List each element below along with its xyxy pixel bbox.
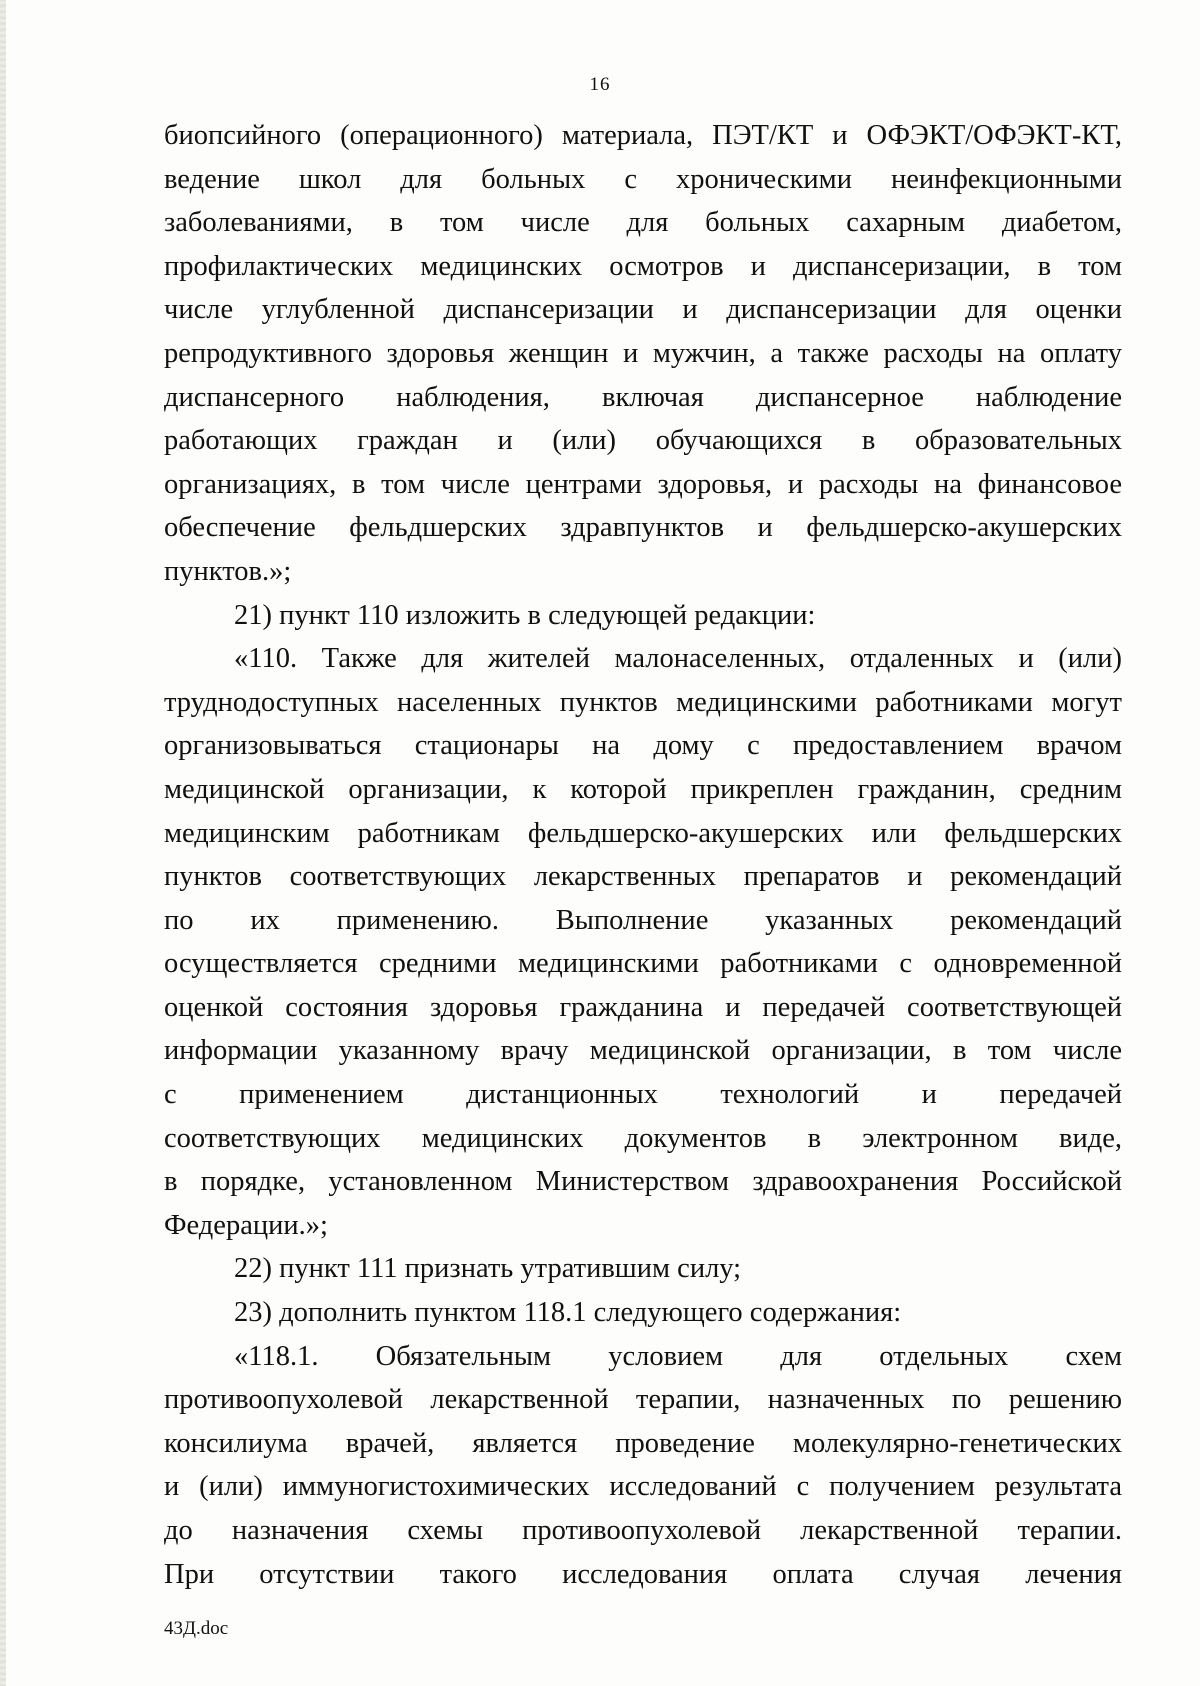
text-line: работающих граждан и (или) обучающихся в образовательных: [164, 425, 1122, 457]
text-line: труднодоступных населенных пунктов медицинскими работниками могут: [164, 686, 1122, 718]
text-line: организовываться стационары на дому с предоставлением врачом: [164, 730, 1122, 762]
text-line: организациях, в том числе центрами здоровья, и расходы на финансовое: [164, 468, 1122, 500]
text-line: При отсутствии такого исследования оплата случая лечения: [164, 1558, 1122, 1590]
text-line: 23) дополнить пунктом 118.1 следующего содержания:: [234, 1297, 902, 1329]
text-line: и (или) иммуногистохимических исследований с получением результата: [164, 1471, 1122, 1503]
page-number: 16: [589, 74, 611, 95]
text-line: медицинским работникам фельдшерско-акушерских или фельдшерских: [164, 817, 1122, 849]
text-line: оценкой состояния здоровья гражданина и передачей соответствующей: [164, 991, 1122, 1023]
text-line: профилактических медицинских осмотров и диспансеризации, в том: [164, 250, 1122, 282]
text-line: с применением дистанционных технологий и передачей: [164, 1079, 1122, 1111]
text-line: осуществляется средними медицинскими работниками с одновременной: [164, 948, 1122, 980]
text-line: репродуктивного здоровья женщин и мужчин, а также расходы на оплату: [164, 337, 1122, 369]
text-line: медицинской организации, к которой прикреплен гражданин, средним: [164, 773, 1122, 805]
scan-edge-decoration: [0, 0, 6, 1686]
text-line: в порядке, установленном Министерством здравоохранения Российской: [164, 1166, 1122, 1198]
text-line: диспансерного наблюдения, включая диспансерное наблюдение: [164, 381, 1122, 413]
text-line: «110. Также для жителей малонаселенных, отдаленных и (или): [234, 643, 1122, 675]
text-line: 22) пункт 111 признать утратившим силу;: [234, 1253, 742, 1285]
text-line: «118.1. Обязательным условием для отдельных схем: [234, 1340, 1122, 1372]
text-line: ведение школ для больных с хроническими неинфекционными: [164, 163, 1122, 195]
text-line: обеспечение фельдшерских здравпунктов и фельдшерско-акушерских: [164, 512, 1122, 544]
text-line: 21) пункт 110 изложить в следующей редакции:: [234, 599, 816, 631]
text-line: числе углубленной диспансеризации и диспансеризации для оценки: [164, 294, 1122, 326]
text-line: пунктов.»;: [164, 555, 292, 587]
text-line: информации указанному врачу медицинской организации, в том числе: [164, 1035, 1122, 1067]
text-line: консилиума врачей, является проведение молекулярно-генетических: [164, 1427, 1122, 1459]
text-line: по их применению. Выполнение указанных рекомендаций: [164, 904, 1122, 936]
text-line: заболеваниями, в том числе для больных сахарным диабетом,: [164, 207, 1122, 239]
text-line: соответствующих медицинских документов в электронном виде,: [164, 1122, 1122, 1154]
text-line: противоопухолевой лекарственной терапии, назначенных по решению: [164, 1384, 1122, 1416]
document-body: [164, 114, 1122, 1596]
text-line: пунктов соответствующих лекарственных препаратов и рекомендаций: [164, 861, 1122, 893]
footer-filename: 43Д.doc: [164, 1618, 229, 1639]
text-line: до назначения схемы противоопухолевой лекарственной терапии.: [164, 1515, 1122, 1546]
text-line: Федерации.»;: [164, 1209, 328, 1241]
text-line: биопсийного (операционного) материала, ПЭТ/КТ и ОФЭКТ/ОФЭКТ-КТ,: [164, 120, 1122, 151]
